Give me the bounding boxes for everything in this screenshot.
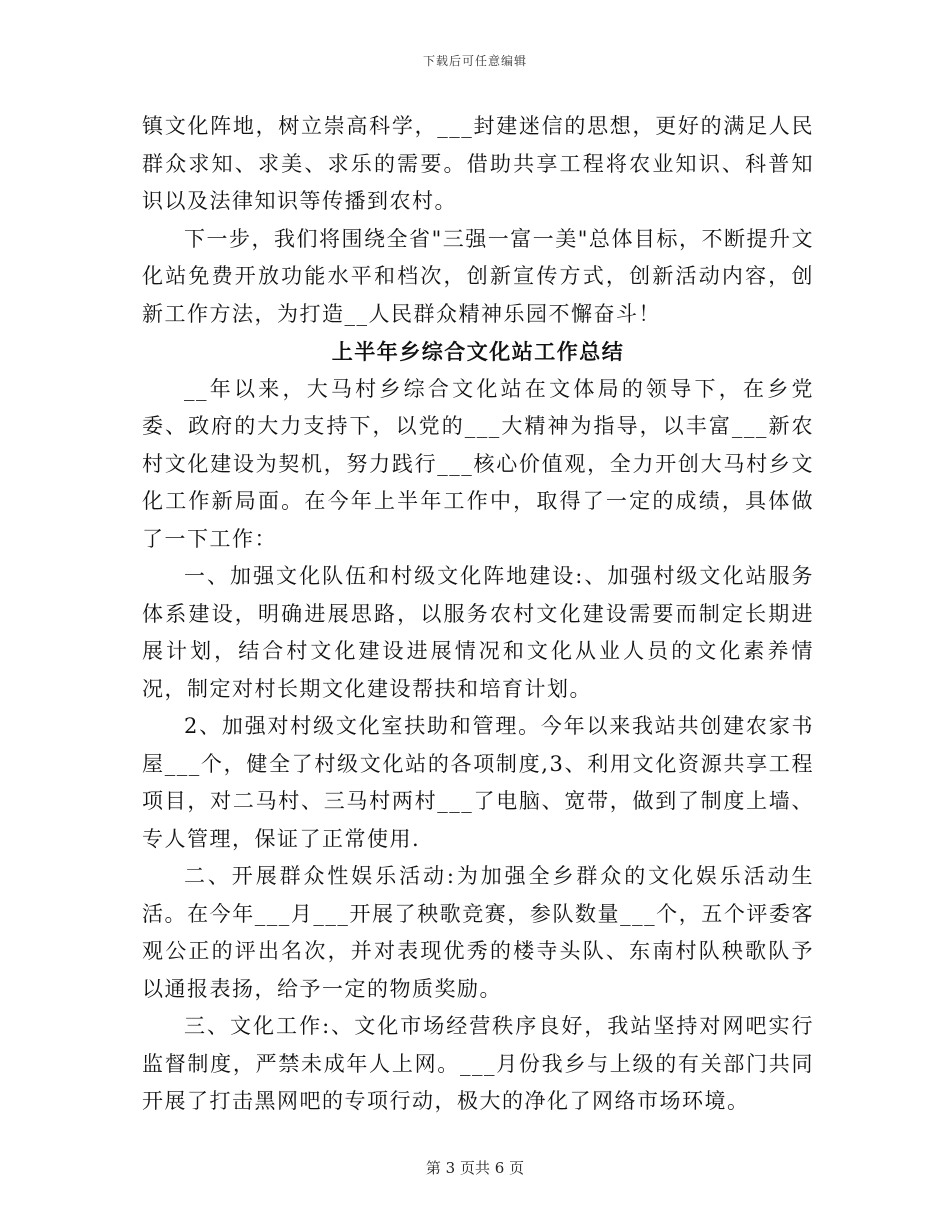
page-number: 第 3 页共 6 页 — [425, 1159, 525, 1177]
paragraph-recreation: 二、开展群众性娱乐活动:为加强全乡群众的文化娱乐活动生活。在今年___月___开展了秧歌竞赛，参队数量___个，五个评委客观公正的评出名次，并对表现优秀的楼寺头队、东南村队秧歌队予以通报表扬，给予一定的物质奖励。 — [142, 864, 814, 1001]
paragraph-continuation: 镇文化阵地，树立崇高科学，___封建迷信的思想，更好的满足人民群众求知、求美、求乐的需要。借助共享工程将农业知识、科普知识以及法律知识等传播到农村。 — [142, 114, 814, 213]
paragraph-village-rooms: 2、加强对村级文化室扶助和管理。今年以来我站共创建农家书屋___个，健全了村级文化站的各项制度,3、利用文化资源共享工程项目，对二马村、三马村两村___了电脑、宽带，做到了制度上墙、专人管理，保证了正常使用. — [142, 714, 814, 851]
paragraph-next-steps: 下一步，我们将围绕全省"三强一富一美"总体目标，不断提升文化站免费开放功能水平和档次，创新宣传方式，创新活动内容，创新工作方法，为打造__人民群众精神乐园不懈奋斗！ — [142, 226, 814, 326]
page-header: 下载后可任意编辑 — [422, 54, 527, 68]
section-title: 上半年乡综合文化站工作总结 — [331, 339, 625, 364]
document-body — [142, 108, 814, 1121]
paragraph-team-building: 一、加强文化队伍和村级文化阵地建设:、加强村级文化站服务体系建设，明确进展思路，以服务农村文化建设需要而制定长期进展计划，结合村文化建设进展情况和文化从业人员的文化素养情况，制定对村长期文化建设帮扶和培育计划。 — [142, 564, 814, 701]
paragraph-culture-market: 三、文化工作:、文化市场经营秩序良好，我站坚持对网吧实行监督制度，严禁未成年人上网。___月份我乡与上级的有关部门共同开展了打击黑网吧的专项行动，极大的净化了网络市场环境。 — [142, 1014, 814, 1113]
paragraph-intro: __年以来，大马村乡综合文化站在文体局的领导下，在乡党委、政府的大力支持下，以党的___大精神为指导，以丰富___新农村文化建设为契机，努力践行___核心价值观，全力开创大马村乡文化工作新局面。在今年上半年工作中，取得了一定的成绩，具体做了一下工作： — [142, 376, 814, 551]
